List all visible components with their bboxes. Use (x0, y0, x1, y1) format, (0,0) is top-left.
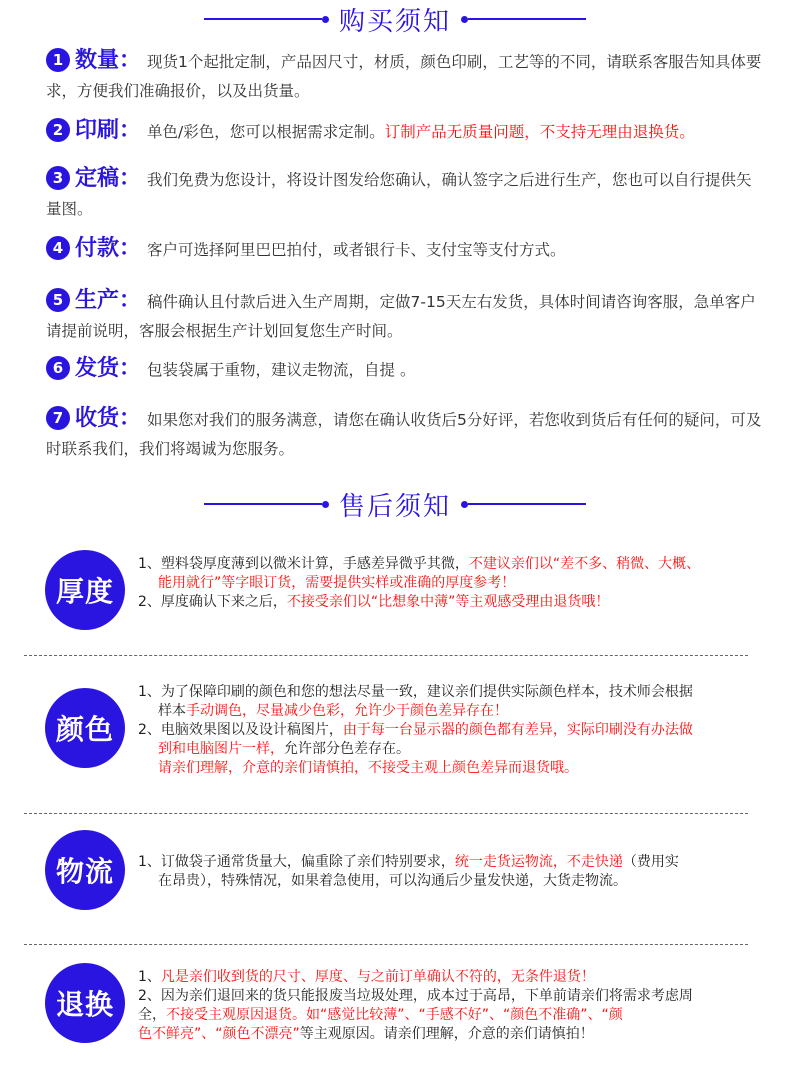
item-text: 现货1个起批定制，产品因尺寸，材质，颜色印刷，工艺等的不同，请联系客服告知具体要求，方便我们准确报价，以及出货量。 (46, 53, 762, 100)
number-badge: 7 (46, 406, 70, 430)
note-text: 2、电脑效果图以及设计稿图片， (138, 722, 343, 738)
note-warning: 凡是亲们收到货的尺寸、厚度、与之前订单确认不符的，无条件退货！ (160, 969, 595, 985)
item-label: 发货： (75, 356, 142, 381)
logistics-notes (138, 853, 758, 891)
note-text: 全， (138, 1007, 166, 1023)
purchase-item-draft (46, 164, 766, 224)
divider-line (468, 503, 586, 505)
dashed-divider (24, 813, 748, 814)
note-warning: 到和电脑图片一样， (158, 741, 284, 757)
number-badge: 6 (46, 356, 70, 380)
color-notes (138, 683, 758, 778)
note-warning: 不接受亲们以“比想象中薄”等主观感受理由退货哦！ (286, 594, 610, 610)
divider-dot (461, 501, 468, 508)
note-warning: 请亲们理解，介意的亲们请慎拍，不接受主观上颜色差异而退货哦。 (158, 760, 578, 776)
section-title: 购买须知 (338, 6, 451, 37)
item-text: 如果您对我们的服务满意，请您在确认收货后5分好评，若您收到货后有任何的疑问，可及时联系我们，我们将竭诚为您服务。 (46, 411, 762, 458)
note-warning: 由于每一台显示器的颜色都有差异，实际印刷没有办法做 (342, 722, 693, 738)
purchase-item-payment (46, 234, 766, 265)
item-label: 生产： (75, 288, 142, 313)
note-text: 2、厚度确认下来之后， (138, 594, 287, 610)
number-badge: 1 (46, 48, 70, 72)
item-label: 收货： (75, 406, 142, 431)
number-badge: 2 (46, 118, 70, 142)
purchase-item-receiving (46, 404, 766, 464)
logistics-badge: 物流 (45, 830, 125, 910)
item-label: 印刷： (75, 118, 142, 143)
purchase-item-printing (46, 116, 766, 147)
note-text: 1、订做袋子通常货量大，偏重除了亲们特别要求， (138, 854, 455, 870)
section-title: 售后须知 (338, 491, 451, 522)
note-text: 1、为了保障印刷的颜色和您的想法尽量一致，建议亲们提供实际颜色样本，技术师会根据 (138, 684, 693, 700)
divider-line (468, 18, 586, 20)
note-text: 在昂贵），特殊情况，如果着急使用，可以沟通后少量发快递，大货走物流。 (158, 873, 627, 889)
item-warning: 订制产品无质量问题，不支持无理由退换货。 (384, 123, 695, 141)
color-badge: 颜色 (45, 688, 125, 768)
divider-line (204, 503, 322, 505)
purchase-item-shipping (46, 354, 766, 385)
note-text: 允许部分色差存在。 (284, 741, 410, 757)
thickness-badge: 厚度 (45, 550, 125, 630)
note-warning: 手动调色，尽量减少色彩，允许少于颜色差异存在！ (186, 703, 508, 719)
item-text: 稿件确认且付款后进入生产周期，定做7-15天左右发货，具体时间请咨询客服，急单客户请提前说明，客服会根据生产计划回复您生产时间。 (46, 293, 756, 340)
divider-dot (461, 16, 468, 23)
note-warning: 能用就行”等字眼订货，需要提供实样或准确的厚度参考！ (158, 575, 516, 591)
note-text: （费用实 (622, 854, 679, 870)
purchase-item-quantity (46, 46, 766, 106)
divider-dot (322, 16, 329, 23)
item-label: 付款： (75, 236, 142, 261)
item-text: 客户可选择阿里巴巴拍付，或者银行卡、支付宝等支付方式。 (147, 241, 566, 259)
number-badge: 4 (46, 236, 70, 260)
item-label: 定稿： (75, 166, 142, 191)
item-text: 单色/彩色，您可以根据需求定制。 (147, 123, 385, 141)
returns-notes (138, 968, 758, 1044)
number-badge: 3 (46, 166, 70, 190)
returns-badge: 退换 (45, 963, 125, 1043)
note-text: 样本 (158, 703, 186, 719)
purchase-item-production (46, 286, 766, 346)
dashed-divider (24, 944, 748, 945)
thickness-notes (138, 555, 758, 612)
number-badge: 5 (46, 288, 70, 312)
note-text: 1、 (138, 969, 161, 985)
item-text: 包装袋属于重物，建议走物流，自提 。 (147, 361, 416, 379)
aftersale-notice-header (0, 486, 790, 522)
divider-dot (322, 501, 329, 508)
dashed-divider (24, 655, 748, 656)
note-text: 2、因为亲们退回来的货只能报废当垃圾处理，成本过于高昂，下单前请亲们将需求考虑周 (138, 988, 693, 1004)
item-label: 数量： (75, 48, 142, 73)
item-text: 我们免费为您设计，将设计图发给您确认，确认签字之后进行生产，您也可以自行提供矢量图。 (46, 171, 752, 218)
note-warning: 色不鲜亮”、“颜色不漂亮” (138, 1026, 300, 1042)
note-text: 等主观原因。请亲们理解，介意的亲们请慎拍！ (299, 1026, 594, 1042)
note-warning: 不接受主观原因退货。如“感觉比较薄”、“手感不好”、“颜色不准确”、“颜 (166, 1007, 623, 1023)
purchase-notice-header (0, 2, 790, 36)
note-text: 1、塑料袋厚度薄到以微米计算，手感差异微乎其微， (138, 556, 469, 572)
note-warning: 统一走货运物流，不走快递 (454, 854, 623, 870)
note-warning: 不建议亲们以“差不多、稍微、大概、 (468, 556, 701, 572)
divider-line (204, 18, 322, 20)
